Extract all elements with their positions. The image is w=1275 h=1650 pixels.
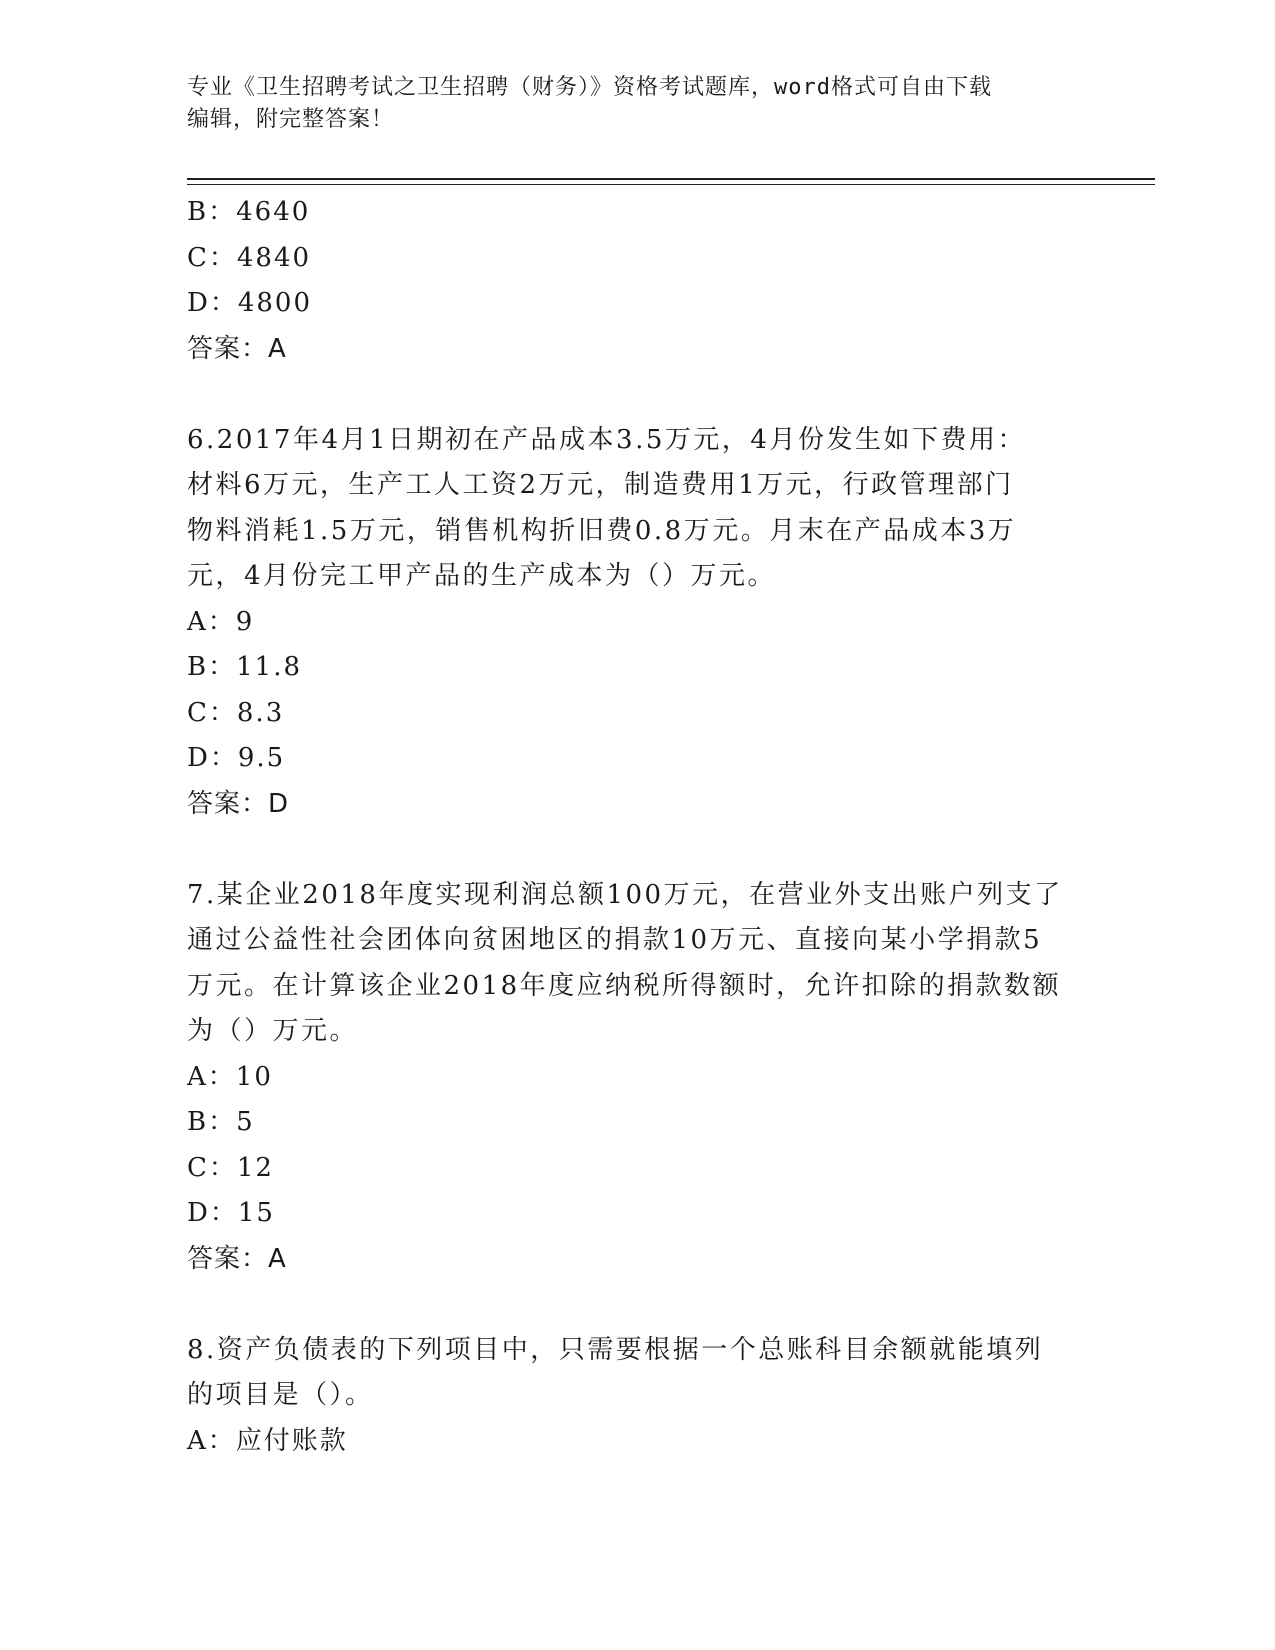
document-header: [187, 72, 1087, 136]
header-divider-thin: [187, 184, 1155, 185]
question-text-line: 的项目是（）。: [187, 1380, 374, 1410]
option-d: D：9.5: [187, 743, 286, 773]
question-text-line: 元，4月份完工甲产品的生产成本为（）万元。: [187, 561, 777, 591]
spacer: [187, 1282, 1087, 1328]
option-a: A：10: [187, 1061, 273, 1092]
option-b: B：4640: [187, 197, 311, 227]
header-line-1: 专业《卫生招聘考试之卫生招聘（财务）》资格考试题库，word格式可自由下载: [187, 75, 992, 100]
header-divider-thick: [187, 178, 1155, 180]
question-5-tail: [187, 190, 1087, 372]
question-6: [187, 418, 1087, 828]
option-d: D：4800: [187, 288, 313, 318]
question-content: [187, 190, 1087, 1464]
question-text-line: 7.某企业2018年度实现利润总额100万元，在营业外支出账户列支了: [187, 879, 1063, 910]
question-text-line: 万元。在计算该企业2018年度应纳税所得额时，允许扣除的捐款数额: [187, 970, 1062, 1001]
answer: 答案：A: [187, 1243, 287, 1274]
answer: 答案：A: [187, 333, 287, 364]
question-text-line: 为（）万元。: [187, 1016, 359, 1046]
option-c: C：12: [187, 1152, 274, 1183]
question-8: [187, 1328, 1087, 1465]
option-a: A：9: [187, 606, 255, 637]
option-b: B：11.8: [187, 652, 302, 682]
option-c: C：4840: [187, 242, 312, 273]
header-line-2: 编辑，附完整答案！: [187, 107, 395, 132]
question-text-line: 6.2017年4月1日期初在产品成本3.5万元，4月份发生如下费用：: [187, 424, 1026, 455]
option-d: D：15: [187, 1198, 275, 1228]
question-text-line: 物料消耗1.5万元，销售机构折旧费0.8万元。月末在产品成本3万: [187, 515, 1017, 546]
question-text-line: 通过公益性社会团体向贫困地区的捐款10万元、直接向某小学捐款5: [187, 925, 1043, 955]
option-a: A：应付账款: [187, 1425, 348, 1456]
question-text-line: 8.资产负债表的下列项目中，只需要根据一个总账科目余额就能填列: [187, 1334, 1044, 1365]
question-7: [187, 873, 1087, 1283]
spacer: [187, 827, 1087, 873]
option-c: C：8.3: [187, 697, 285, 728]
spacer: [187, 372, 1087, 418]
option-b: B：5: [187, 1107, 255, 1137]
question-text-line: 材料6万元，生产工人工资2万元，制造费用1万元，行政管理部门: [187, 470, 1014, 500]
answer: 答案：D: [187, 788, 290, 819]
